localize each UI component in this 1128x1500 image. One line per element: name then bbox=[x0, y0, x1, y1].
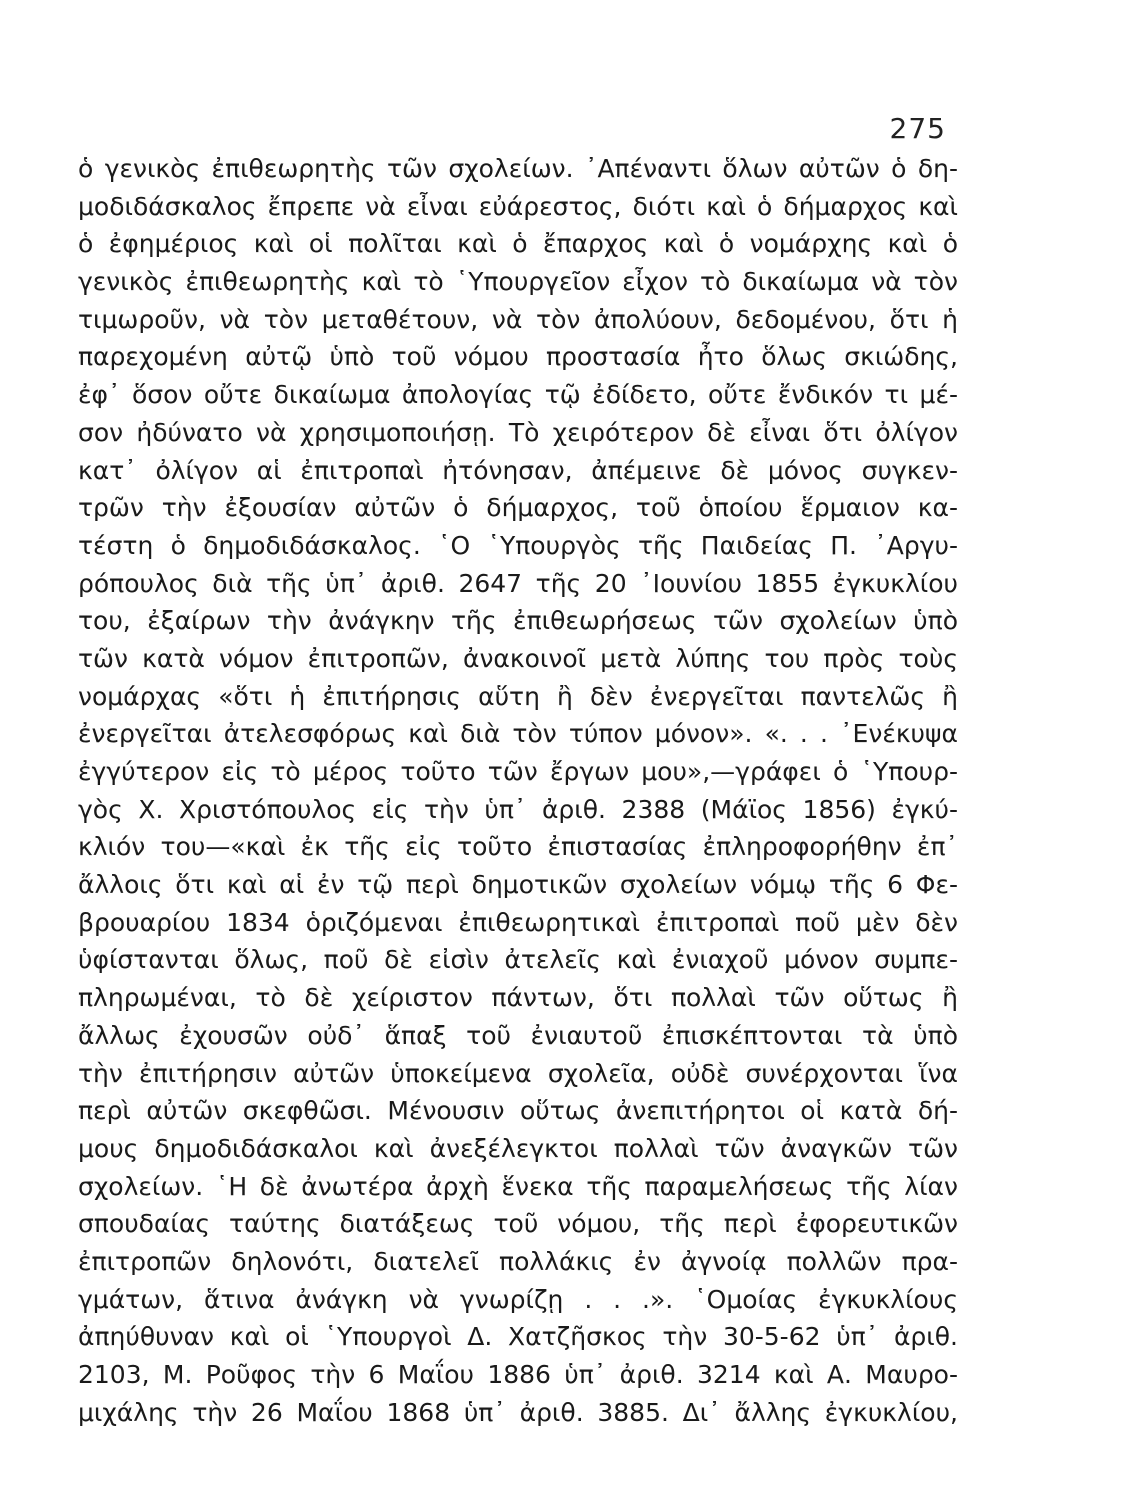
text-line: μους δημοδιδάσκαλοι καὶ ἀνεξέλεγκτοι πολλαὶ τῶν ἀναγκῶν τῶν bbox=[78, 1133, 958, 1163]
text-line: ἄλλως ἐχουσῶν οὐδ᾿ ἅπαξ τοῦ ἐνιαυτοῦ ἐπισκέπτονται τὰ ὑπὸ bbox=[78, 1020, 958, 1050]
text-line: σον ἠδύνατο νὰ χρησιμοποιήσῃ. Τὸ χειρότερον δὲ εἶναι ὅτι ὀλίγον bbox=[78, 417, 958, 447]
text-line: πληρωμέναι, τὸ δὲ χείριστον πάντων, ὅτι πολλαὶ τῶν οὕτως ἢ bbox=[78, 983, 958, 1013]
text-line: κατ᾿ ὀλίγον αἱ ἐπιτροπαὶ ἠτόνησαν, ἀπέμεινε δὲ μόνος συγκεν- bbox=[78, 455, 958, 485]
text-line: ἀπηύθυναν καὶ οἱ ῾Υπουργοὶ Δ. Χατζῆσκος τὴν 30-5-62 ὑπ᾿ ἀριθ. bbox=[78, 1322, 958, 1352]
text-line: μιχάλης τὴν 26 Μαΐου 1868 ὑπ᾿ ἀριθ. 3885. Δι᾿ ἄλλης ἐγκυκλίου, bbox=[78, 1397, 958, 1427]
text-line: μοδιδάσκαλος ἔπρεπε νὰ εἶναι εὐάρεστος, διότι καὶ ὁ δήμαρχος καὶ bbox=[78, 191, 958, 221]
text-line: ὁ γενικὸς ἐπιθεωρητὴς τῶν σχολείων. ᾿Απέναντι ὅλων αὐτῶν ὁ δη- bbox=[78, 154, 958, 183]
text-line: ἐγγύτερον εἰς τὸ μέρος τοῦτο τῶν ἔργων μου»,—γράφει ὁ ῾Υπουρ- bbox=[78, 757, 958, 786]
text-line: ἐπιτροπῶν δηλονότι, διατελεῖ πολλάκις ἐν ἀγνοίᾳ πολλῶν πρα- bbox=[78, 1246, 958, 1276]
text-line: γὸς Χ. Χριστόπουλος εἰς τὴν ὑπ᾿ ἀριθ. 2388 (Μάϊος 1856) ἐγκύ- bbox=[78, 794, 958, 824]
text-line: περὶ αὐτῶν σκεφθῶσι. Μένουσιν οὕτως ἀνεπιτήρητοι οἱ κατὰ δή- bbox=[78, 1096, 958, 1126]
text-line: βρουαρίου 1834 ὁριζόμεναι ἐπιθεωρητικαὶ ἐπιτροπαὶ ποῦ μὲν δὲν bbox=[78, 907, 958, 937]
text-line: τῶν κατὰ νόμον ἐπιτροπῶν, ἀνακοινοῖ μετὰ λύπης του πρὸς τοὺς bbox=[78, 643, 958, 673]
text-line: κλιόν του—«καὶ ἐκ τῆς εἰς τοῦτο ἐπιστασίας ἐπληροφορήθην ἐπ᾿ bbox=[78, 832, 958, 862]
body-text bbox=[78, 150, 958, 1431]
text-line: τέστη ὁ δημοδιδάσκαλος. ῾Ο ῾Υπουργὸς τῆς Παιδείας Π. ᾿Αργυ- bbox=[78, 530, 958, 560]
text-line: γενικὸς ἐπιθεωρητὴς καὶ τὸ ῾Υπουργεῖον εἶχον τὸ δικαίωμα νὰ τὸν bbox=[78, 267, 958, 297]
text-line: τιμωροῦν, νὰ τὸν μεταθέτουν, νὰ τὸν ἀπολύουν, δεδομένου, ὅτι ἡ bbox=[78, 304, 958, 334]
text-line: σπουδαίας ταύτης διατάξεως τοῦ νόμου, τῆς περὶ ἐφορευτικῶν bbox=[78, 1209, 958, 1239]
text-line: 2103, Μ. Ροῦφος τὴν 6 Μαΐου 1886 ὑπ᾿ ἀριθ. 3214 καὶ Α. Μαυρο- bbox=[78, 1360, 958, 1389]
text-line: ἐνεργεῖται ἀτελεσφόρως καὶ διὰ τὸν τύπον μόνον». «. . . ᾿Ενέκυψα bbox=[78, 719, 958, 749]
text-line: ὑφίστανται ὅλως, ποῦ δὲ εἰσὶν ἀτελεῖς καὶ ἐνιαχοῦ μόνον συμπε- bbox=[78, 945, 958, 975]
text-line: ἄλλοις ὅτι καὶ αἱ ἐν τῷ περὶ δημοτικῶν σχολείων νόμῳ τῆς 6 Φε- bbox=[78, 870, 958, 900]
text-line: ἐφ᾿ ὅσον οὔτε δικαίωμα ἀπολογίας τῷ ἐδίδετο, οὔτε ἔνδικόν τι μέ- bbox=[78, 380, 958, 410]
text-line: τὴν ἐπιτήρησιν αὐτῶν ὑποκείμενα σχολεῖα, οὐδὲ συνέρχονται ἵνα bbox=[78, 1058, 958, 1088]
text-line: του, ἐξαίρων τὴν ἀνάγκην τῆς ἐπιθεωρήσεως τῶν σχολείων ὑπὸ bbox=[78, 606, 958, 636]
text-line: σχολείων. ῾Η δὲ ἀνωτέρα ἀρχὴ ἕνεκα τῆς παραμελήσεως τῆς λίαν bbox=[78, 1171, 958, 1201]
text-line: ὁ ἐφημέριος καὶ οἱ πολῖται καὶ ὁ ἔπαρχος καὶ ὁ νομάρχης καὶ ὁ bbox=[78, 229, 958, 259]
text-line: παρεχομένη αὐτῷ ὑπὸ τοῦ νόμου προστασία ἦτο ὅλως σκιώδης, bbox=[78, 342, 958, 372]
page-number: 275 bbox=[889, 112, 946, 145]
text-line: νομάρχας «ὅτι ἡ ἐπιτήρησις αὕτη ἢ δὲν ἐνεργεῖται παντελῶς ἢ bbox=[78, 681, 958, 711]
text-line: γμάτων, ἅτινα ἀνάγκη νὰ γνωρίζῃ . . .». ῾Ομοίας ἐγκυκλίους bbox=[78, 1284, 958, 1314]
text-line: ρόπουλος διὰ τῆς ὑπ᾿ ἀριθ. 2647 τῆς 20 ᾿Ιουνίου 1855 ἐγκυκλίου bbox=[78, 568, 958, 598]
text-line: τρῶν τὴν ἐξουσίαν αὐτῶν ὁ δήμαρχος, τοῦ ὁποίου ἕρμαιον κα- bbox=[78, 493, 958, 523]
